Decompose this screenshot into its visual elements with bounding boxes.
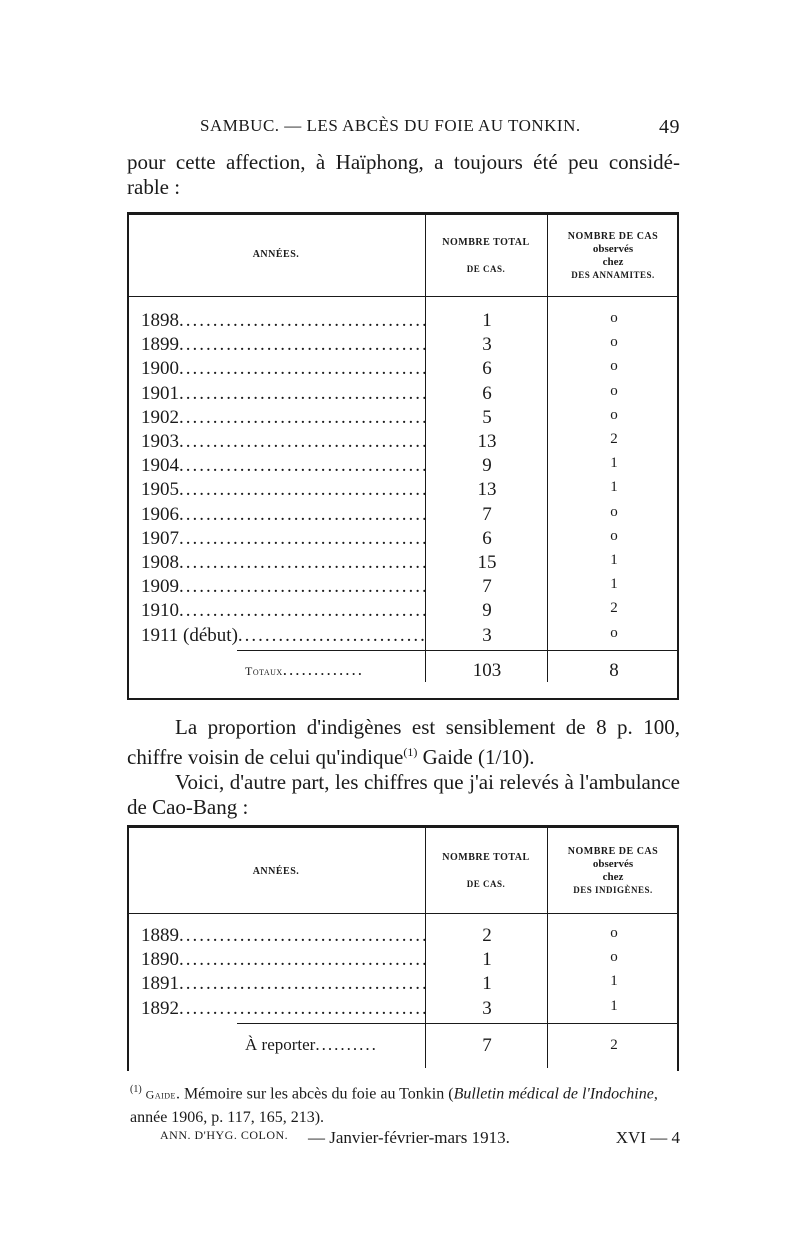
running-title: SAMBUC. — LES ABCÈS DU FOIE AU TONKIN. (200, 116, 581, 135)
totals-total: 103 (472, 660, 502, 681)
footnote (130, 1078, 682, 1130)
table-row (127, 358, 679, 382)
footnote-author: Gaide (145, 1087, 176, 1102)
row-year: 1909 ..... (141, 576, 425, 598)
table-row (127, 334, 679, 358)
row-total: 13 (477, 479, 497, 501)
row-year: 1889 ..... (141, 925, 425, 947)
carry-label-text: À reporter (245, 1035, 316, 1054)
row-cases: o (610, 334, 618, 351)
totals-cases: 8 (609, 660, 619, 681)
row-cases: o (610, 382, 618, 399)
row-cases: o (610, 503, 618, 520)
row-year: 1907 ..... (141, 528, 425, 550)
row-cases: 1 (610, 973, 618, 990)
row-year: 1911 (début) ..... (141, 625, 425, 647)
header-rule (127, 296, 679, 297)
row-cases: o (610, 310, 618, 326)
table-row (127, 528, 679, 552)
table-row (127, 949, 679, 973)
middle-line-3: Voici, d'autre part, les chiffres que j'ai relevés à l'ambulance (175, 770, 680, 794)
signature-journal: ANN. D'HYG. COLON. (160, 1128, 289, 1142)
col-header-cases-line2: observés (592, 858, 634, 870)
row-cases: 1 (610, 552, 618, 568)
row-total: 5 (482, 406, 492, 428)
col-header-cases-line3: chez (602, 256, 624, 268)
row-cases: 1 (610, 576, 618, 593)
row-total: 3 (482, 624, 492, 646)
row-cases: o (610, 925, 618, 941)
row-year: 1906 ..... (141, 504, 425, 526)
row-total: 7 (482, 576, 492, 598)
table-row (127, 600, 679, 624)
row-year: 1910 ..... (141, 600, 425, 622)
col-header-total (425, 851, 547, 891)
row-cases: o (610, 624, 618, 641)
row-year: 1905 ..... (141, 479, 425, 501)
col-header-total-line1: NOMBRE TOTAL (442, 852, 530, 863)
middle-line-2b: Gaide (1/10). (417, 745, 535, 769)
table-row (127, 479, 679, 503)
col-header-years: ANNÉES. (252, 866, 300, 877)
signature-issue: — Janvier-février-mars 1913. (308, 1128, 510, 1147)
carry-label: À reporter.......... (245, 1035, 378, 1054)
signature-sheet: XVI — 4 (615, 1128, 680, 1147)
row-cases: o (610, 358, 618, 375)
row-year: 1904 ..... (141, 455, 425, 477)
footnote-ref: (1) (403, 745, 418, 759)
col-header-total-line1: NOMBRE TOTAL (442, 237, 530, 248)
table-row (127, 925, 679, 949)
table-row (127, 552, 679, 576)
intro-paragraph (127, 150, 680, 200)
table-row (127, 455, 679, 479)
footnote-journal: Bulletin médical de l'Indochine (453, 1085, 654, 1103)
row-total: 7 (482, 503, 492, 525)
middle-line-2a: chiffre voisin de celui qu'indique (127, 745, 404, 769)
col-header-cases-line4: DES INDIGÈNES. (573, 885, 653, 895)
table-haiphong (127, 212, 679, 700)
row-total: 2 (482, 925, 492, 946)
row-cases: 2 (610, 431, 618, 447)
col-header-cases-line1: NOMBRE DE CAS (567, 846, 659, 857)
row-year: 1903 ..... (141, 431, 425, 453)
row-total: 6 (482, 382, 492, 404)
table-row (127, 407, 679, 431)
table-row (127, 973, 679, 997)
row-year: 1901 ..... (141, 383, 425, 405)
row-total: 3 (482, 997, 492, 1019)
col-header-total-line2: DE CAS. (466, 264, 506, 274)
row-total: 6 (482, 527, 492, 549)
col-header-cases-line3: chez (602, 871, 624, 883)
row-year: 1890 ..... (141, 949, 425, 971)
col-header-cases-line4: DES ANNAMITES. (571, 270, 655, 280)
table-row (127, 625, 679, 649)
carry-cases: 2 (610, 1037, 618, 1053)
row-cases: o (610, 406, 618, 423)
table-row (127, 431, 679, 455)
row-cases: o (610, 949, 618, 966)
row-total: 3 (482, 334, 492, 356)
carry-rule (237, 1023, 679, 1024)
table-cao-bang (127, 825, 679, 1068)
row-total: 9 (482, 600, 492, 622)
carry-total: 7 (482, 1035, 492, 1056)
row-cases: 2 (610, 600, 618, 617)
table-row (127, 504, 679, 528)
middle-paragraph (127, 715, 680, 820)
table-row (127, 383, 679, 407)
intro-line-2: rable : (127, 175, 181, 199)
col-header-cases-line2: observés (592, 243, 634, 255)
row-cases: 1 (610, 479, 618, 496)
row-total: 1 (482, 973, 492, 995)
col-header-cases (547, 845, 679, 897)
footnote-text-a: . Mémoire sur les abcès du foie au Tonkin ( (175, 1085, 454, 1103)
row-total: 1 (482, 949, 492, 971)
table-row (127, 998, 679, 1022)
row-cases: 1 (610, 455, 618, 472)
running-header (200, 116, 680, 136)
middle-line-1: La proportion d'indigènes est sensiblement de 8 p. 100, (175, 715, 680, 739)
col-header-cases-line1: NOMBRE DE CAS (567, 231, 659, 242)
footnote-mark: (1) (130, 1084, 142, 1095)
totals-label-text: Totaux (245, 664, 283, 678)
totals-label: Totaux............. (245, 660, 364, 679)
header-rule (127, 913, 679, 914)
row-year: 1908 ..... (141, 552, 425, 574)
col-header-total (425, 236, 547, 276)
row-total: 15 (477, 552, 497, 573)
row-year: 1899 ..... (141, 334, 425, 356)
middle-line-2 (127, 740, 680, 770)
row-year: 1900 ..... (141, 358, 425, 380)
intro-line-1: pour cette affection, à Haïphong, a toujours été peu considé- (127, 150, 680, 174)
row-year: 1892 ..... (141, 998, 425, 1020)
row-year: 1891 ..... (141, 973, 425, 995)
page-number: 49 (659, 116, 680, 138)
totals-rule (237, 650, 679, 651)
row-year: 1898 ..... (141, 310, 425, 332)
col-header-cases (547, 230, 679, 282)
footnote-text-b: , année 1906, p. 117, 165, 213). (130, 1085, 658, 1127)
table-row (127, 310, 679, 334)
row-total: 13 (477, 431, 497, 452)
row-total: 9 (482, 455, 492, 477)
row-cases: 1 (610, 997, 618, 1014)
row-cases: o (610, 527, 618, 544)
table-row (127, 576, 679, 600)
row-total: 6 (482, 358, 492, 380)
row-year: 1902 ..... (141, 407, 425, 429)
row-total: 1 (482, 310, 492, 331)
col-header-total-line2: DE CAS. (466, 879, 506, 889)
col-header-years: ANNÉES. (252, 249, 300, 260)
middle-line-4: de Cao-Bang : (127, 795, 249, 819)
